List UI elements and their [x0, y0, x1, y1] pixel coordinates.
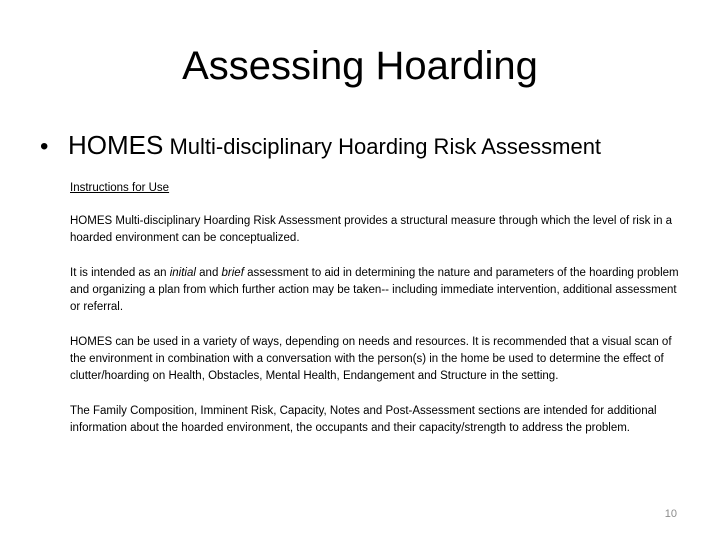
instructions-heading: Instructions for Use — [70, 182, 170, 194]
bullet-main-text: HOMES — [68, 130, 164, 160]
bullet-rest-text: Multi-disciplinary Hoarding Risk Assessment — [163, 134, 602, 159]
page-number: 10 — [664, 508, 677, 520]
bullet-symbol: • — [40, 133, 49, 160]
purpose-text-2: and — [195, 267, 222, 279]
instructions-body — [70, 180, 685, 455]
purpose-text-1: It is intended as an — [70, 267, 170, 279]
paragraph-overview: HOMES Multi-disciplinary Hoarding Risk Assessment provides a structural measure through which the level of risk in a hoarded environment can be conceptualized. — [70, 215, 673, 244]
purpose-initial: initial — [169, 267, 196, 279]
bullet-item — [40, 128, 700, 167]
purpose-brief: brief — [221, 267, 244, 279]
paragraph-sections: The Family Composition, Imminent Risk, Capacity, Notes and Post-Assessment sections are intended for additional information about the hoarded environment, the occupants and their capacity/strength to address the problem. — [70, 405, 657, 434]
paragraph-usage: HOMES can be used in a variety of ways, depending on needs and resources. It is recommended that a visual scan of the environment in combination with a conversation with the person(s) in the home be used to determine the effect of clutter/hoarding on Health, Obstacles, Mental Health, Endangement and Structure in the setting. — [70, 336, 672, 382]
paragraph-purpose — [70, 265, 685, 316]
purpose-text-3: assessment to aid in determining the nature and parameters of the hoarding problem and organizing a plan from which further action may be taken-- including immediate intervention, additional assessment or referral. — [70, 267, 679, 313]
slide-title: Assessing Hoarding — [182, 44, 538, 88]
